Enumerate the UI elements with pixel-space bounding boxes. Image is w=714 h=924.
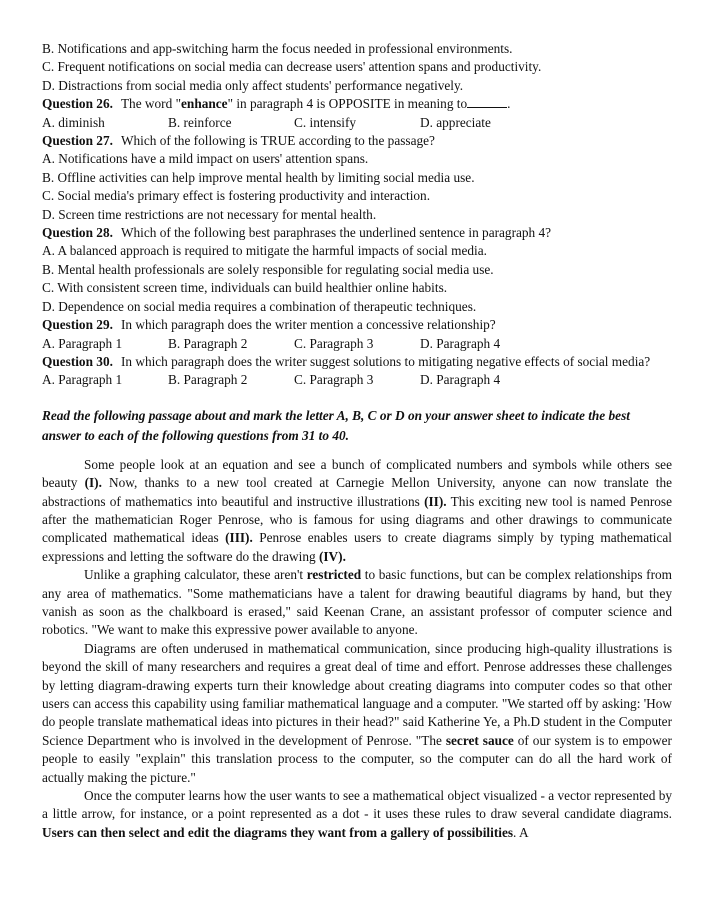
question-label: Question 28. [42, 225, 113, 241]
options-row [42, 335, 672, 353]
position-marker: (IV). [318, 548, 346, 564]
paragraph-3 [42, 640, 672, 787]
question-29 [42, 316, 672, 353]
option-a: A. Paragraph 1 [42, 335, 123, 351]
question-stem [42, 316, 672, 334]
text: Now, thanks to a new tool created at Carnegie Mellon University, anyone can now translate the abstractions of mathematics into beautiful and instructive illustrations [42, 475, 672, 509]
keyword: enhance [181, 96, 228, 112]
question-stem [42, 224, 672, 242]
stem-text: . [507, 96, 511, 112]
option-d: D. Paragraph 4 [420, 372, 501, 388]
option-a: A. Paragraph 1 [42, 372, 123, 388]
option-d: D. appreciate [420, 114, 491, 130]
text: of our system is to empower people to easily "explain" this translation process to the computer, so the computer can do all the hard work of actually making the picture." [42, 732, 672, 785]
question-stem [42, 132, 672, 150]
option-a: A. diminish [42, 114, 105, 130]
text: Once the computer learns how the user wants to see a mathematical object visualized - a vector represented by a little arrow, for instance, or a point represented as a dot - it uses these rules to draw several candidate diagrams. [42, 788, 672, 822]
question-30 [42, 353, 672, 390]
question-25-options-tail [42, 40, 672, 95]
option-b: B. Paragraph 2 [168, 372, 248, 388]
option-c: C. Paragraph 3 [294, 372, 374, 388]
option-d: D. Screen time restrictions are not necessary for mental health. [42, 206, 377, 222]
option-b: B. Mental health professionals are solely responsible for regulating social media use. [42, 261, 494, 277]
stem-text: The word " [120, 96, 182, 112]
question-stem [42, 353, 672, 371]
question-label: Question 29. [42, 317, 113, 333]
options-row [42, 371, 672, 389]
option-a: A. Notifications have a mild impact on users' attention spans. [42, 151, 369, 167]
option-c: C. intensify [294, 114, 357, 130]
question-27 [42, 132, 672, 224]
option-d: D. Distractions from social media only affect students' performance negatively. [42, 77, 464, 93]
section-instruction: Read the following passage about and mark the letter A, B, C or D on your answer sheet to indicate the best answer to each of the following questions from 31 to 40. [42, 407, 630, 443]
question-label: Question 27. [42, 133, 113, 149]
reading-passage [42, 456, 672, 843]
option-a: A. A balanced approach is required to mitigate the harmful impacts of social media. [42, 243, 487, 259]
stem-text: " in paragraph 4 is OPPOSITE in meaning to [227, 96, 468, 112]
option-d: D. Paragraph 4 [420, 335, 501, 351]
text: Some people look at an equation and see a bunch of complicated numbers and symbols while others see beauty [42, 456, 672, 491]
option-b: B. Offline activities can help improve mental health by limiting social media use. [42, 169, 475, 185]
options-row [42, 114, 672, 132]
position-marker: (III). [225, 530, 253, 546]
option-b: B. Paragraph 2 [168, 335, 248, 351]
question-label: Question 26. [42, 96, 113, 112]
paragraph-4 [42, 787, 672, 842]
highlighted-sentence: Users can then select and edit the diagrams they want from a gallery of possibilities [42, 824, 514, 840]
text: Diagrams are often underused in mathematical communication, since producing high-quality illustrations is beyond the skill of many researchers and requires a great deal of time and effort. Penrose addresses these challenges by letting diagram-drawing experts turn their knowledge about creating diagrams into computer codes so that other users can access this capability using familiar mathematical language and a computer. "We started off by asking: 'How do people translate mathematical ideas into pictures in their head?" said Katherine Ye, a Ph.D student in the Computer Science Department who is involved in the development of Penrose. "The [42, 640, 672, 748]
option-b: B. reinforce [168, 114, 232, 130]
question-label: Question 30. [42, 353, 113, 369]
question-26 [42, 95, 672, 132]
text: Penrose enables users to create diagrams simply by typing mathematical expressions and letting the software do the drawing [42, 530, 672, 564]
paragraph-1 [42, 456, 672, 566]
option-c: C. Paragraph 3 [294, 335, 374, 351]
answer-blank [467, 97, 507, 108]
option-c: C. Social media's primary effect is fostering productivity and interaction. [42, 188, 431, 204]
option-b: B. Notifications and app-switching harm the focus needed in professional environments. [42, 41, 513, 56]
stem-text: Which of the following best paraphrases the underlined sentence in paragraph 4? [120, 225, 552, 241]
stem-text: Which of the following is TRUE according to the passage? [120, 133, 435, 149]
option-d: D. Dependence on social media requires a combination of therapeutic techniques. [42, 298, 477, 314]
stem-text: In which paragraph does the writer suggest solutions to mitigating negative effects of social media? [120, 353, 651, 369]
question-stem [42, 95, 672, 113]
text: Unlike a graphing calculator, these aren't [84, 567, 307, 583]
position-marker: (I). [84, 475, 102, 491]
text: to basic functions, but can be complex relationships from any area of mathematics. "Some mathematicians have a talent for drawing beautiful diagrams by hand, but they vanish as soon as the chalkboard is erased," said Keenan Crane, an assistant professor of computer science and robotics. "We want to make this expressive power available to anyone. [42, 567, 672, 638]
question-28 [42, 224, 672, 316]
highlighted-phrase: secret sauce [445, 732, 514, 748]
text: . A [513, 824, 529, 840]
stem-text: In which paragraph does the writer mention a concessive relationship? [120, 317, 496, 333]
highlighted-word: restricted [306, 567, 362, 583]
paragraph-2 [42, 566, 672, 640]
option-c: C. Frequent notifications on social media can decrease users' attention spans and productivity. [42, 59, 542, 75]
text: This exciting new tool is named Penrose after the mathematician Roger Penrose, who is famous for using diagrams and other drawings to communicate complicated mathematical ideas [42, 493, 673, 546]
option-c: C. With consistent screen time, individuals can build healthier online habits. [42, 280, 448, 296]
position-marker: (II). [424, 493, 447, 509]
